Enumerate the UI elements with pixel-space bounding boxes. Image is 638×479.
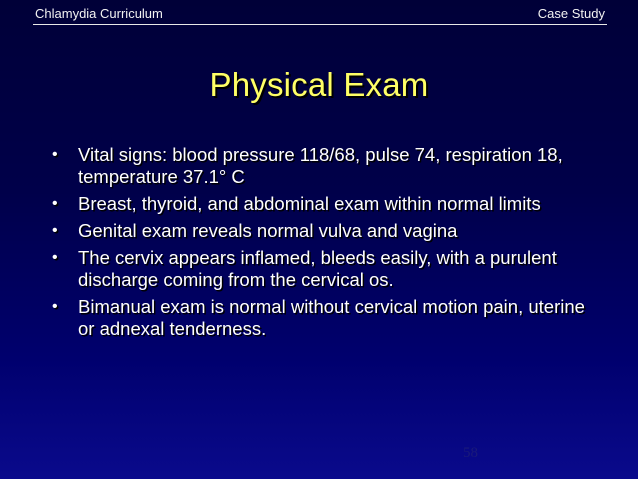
bullet-text: The cervix appears inflamed, bleeds easily, with a purulent discharge coming from the cervical os. (78, 247, 557, 290)
bullet-item-breast-thyroid (50, 193, 590, 215)
bullet-icon: • (52, 146, 58, 163)
bullet-item-vital-signs (50, 144, 590, 188)
slide-header (33, 4, 607, 25)
curriculum-label: Chlamydia Curriculum (35, 6, 163, 21)
bullet-icon: • (52, 249, 58, 266)
slide-title: Physical Exam (209, 66, 429, 103)
bullet-item-genital-exam (50, 220, 590, 242)
bullet-text: Vital signs: blood pressure 118/68, pulse 74, respiration 18, temperature 37.1° C (78, 144, 563, 187)
bullet-list (50, 144, 590, 345)
bullet-icon: • (52, 195, 58, 212)
bullet-item-bimanual (50, 296, 590, 340)
bullet-text: Bimanual exam is normal without cervical motion pain, uterine or adnexal tenderness. (78, 296, 585, 339)
bullet-text: Breast, thyroid, and abdominal exam within normal limits (78, 193, 541, 214)
bullet-text: Genital exam reveals normal vulva and vagina (78, 220, 458, 241)
page-number: 58 (463, 445, 478, 461)
bullet-icon: • (52, 298, 58, 315)
case-study-label: Case Study (537, 6, 605, 21)
bullet-item-cervix (50, 247, 590, 291)
bullet-icon: • (52, 222, 58, 239)
